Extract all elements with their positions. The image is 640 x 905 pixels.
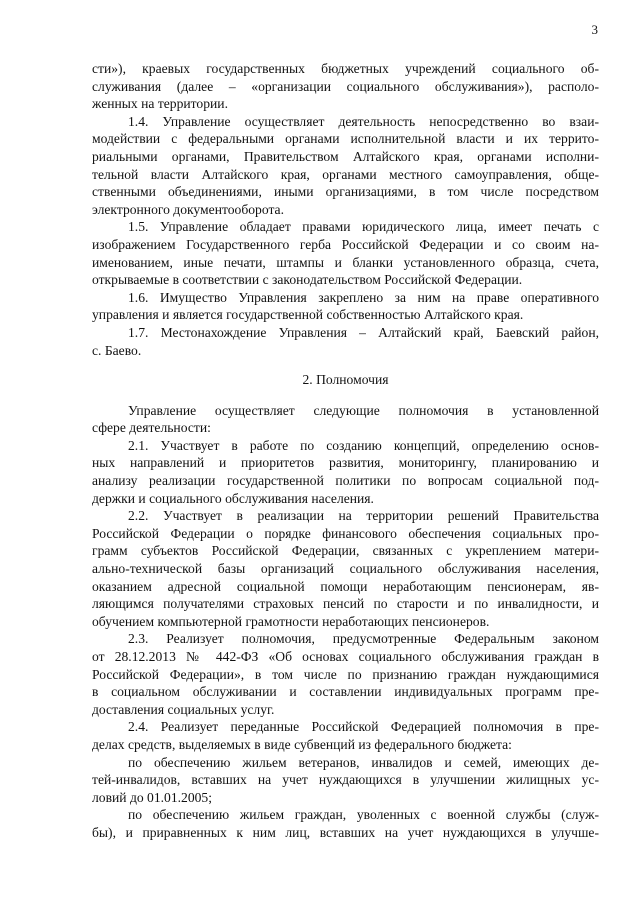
text-line: модействии с федеральными органами исполнительной власти и их террито-: [92, 131, 599, 147]
text-line: доставления социальных услуг.: [92, 701, 275, 717]
text-line: именованием, иные печати, штампы и бланки установленного образца, счета,: [92, 254, 599, 270]
text-line: женных на территории.: [92, 96, 228, 112]
text-line: в социальном обслуживании и составлении индивидуальных программ пре-: [92, 684, 599, 700]
text-line: Российской Федерации», в том числе по признанию граждан нуждающимися: [92, 666, 599, 682]
text-line: 2.1. Участвует в работе по созданию концепций, определению основ-: [128, 437, 599, 453]
section-heading: 2. Полномочия: [302, 372, 389, 388]
paragraph: [92, 402, 599, 437]
text-line: ловий до 01.01.2005;: [92, 789, 213, 805]
text-line: Российской Федерации о порядке финансового обеспечения социальных про-: [92, 525, 599, 541]
text-line: грамм субъектов Российской Федерации, связанных с укреплением матери-: [92, 543, 599, 559]
text-line: тей-инвалидов, вставших на учет нуждающихся в улучшении жилищных ус-: [92, 772, 599, 788]
text-line: тельной власти Алтайского края, органами местного самоуправления, обще-: [92, 166, 599, 182]
text-line: 1.6. Имущество Управления закреплено за ним на праве оперативного: [128, 289, 599, 305]
text-line: по обеспечению жильем ветеранов, инвалидов и семей, имеющих де-: [128, 754, 599, 770]
text-line: обучением компьютерной грамотности неработающих пенсионеров.: [92, 613, 490, 629]
paragraph: [92, 218, 599, 288]
text-line: Управление осуществляет следующие полномочия в установленной: [128, 402, 599, 418]
page-number: 3: [591, 22, 598, 37]
text-line: изображением Государственного герба Российской Федерации и со своим на-: [92, 236, 599, 252]
paragraph: [92, 289, 599, 324]
text-line: риальными органами, Правительством Алтайского края, органами исполни-: [92, 148, 599, 164]
text-line: ственными объединениями, иными организациями, в том числе посредством: [92, 184, 599, 200]
text-line: ляющимся получателями страховых пенсий по старости и по инвалидности, и: [92, 596, 599, 612]
text-line: 2.2. Участвует в реализации на территории решений Правительства: [128, 508, 599, 524]
text-line: 2.3. Реализует полномочия, предусмотренные Федеральным законом: [128, 631, 599, 647]
paragraph: [92, 60, 599, 113]
paragraph: [92, 113, 599, 219]
text-line: ных направлений и приоритетов развития, мониторингу, планированию и: [92, 455, 599, 471]
text-line: держки и социального обслуживания населения.: [92, 490, 374, 506]
text-line: по обеспечению жильем граждан, уволенных с военной службы (служ-: [128, 807, 599, 823]
text-line: оказанием адресной социальной помощи неработающим пенсионерам, яв-: [92, 578, 599, 594]
text-line: служивания (далее – «организации социального обслуживания»), располо-: [92, 78, 599, 94]
text-line: электронного документооборота.: [92, 201, 284, 217]
paragraph: [92, 630, 599, 718]
text-line: ально-технической базы организаций социального обслуживания населения,: [92, 561, 599, 577]
text-line: 1.7. Местонахождение Управления – Алтайский край, Баевский район,: [128, 324, 599, 340]
document-body: [92, 60, 599, 842]
text-line: делах средств, выделяемых в виде субвенций из федерального бюджета:: [92, 736, 512, 752]
text-line: анализу реализации государственной политики по вопросам социальной под-: [92, 473, 599, 489]
paragraph: [92, 324, 599, 359]
paragraph: [92, 806, 599, 841]
text-line: с. Баево.: [92, 342, 142, 358]
text-line: открываемые в соответствии с законодательством Российской Федерации.: [92, 272, 523, 288]
text-line: от 28.12.2013 № 442-ФЗ «Об основах социального обслуживания граждан в: [92, 649, 599, 664]
paragraph: [92, 754, 599, 807]
text-line: 1.5. Управление обладает правами юридического лица, имеет печать с: [128, 219, 599, 235]
paragraph: [92, 507, 599, 630]
text-line: сфере деятельности:: [92, 420, 211, 436]
text-line: управления и является государственной собственностью Алтайского края.: [92, 307, 524, 323]
text-line: 1.4. Управление осуществляет деятельность непосредственно во взаи-: [128, 113, 599, 129]
paragraph: [92, 437, 599, 507]
text-line: бы), и приравненных к ним лиц, вставших на учет нуждающихся в улучше-: [92, 824, 599, 840]
text-line: 2.4. Реализует переданные Российской Федерацией полномочия в пре-: [128, 719, 599, 735]
text-line: сти»), краевых государственных бюджетных учреждений социального об-: [92, 61, 599, 76]
paragraph: [92, 718, 599, 753]
